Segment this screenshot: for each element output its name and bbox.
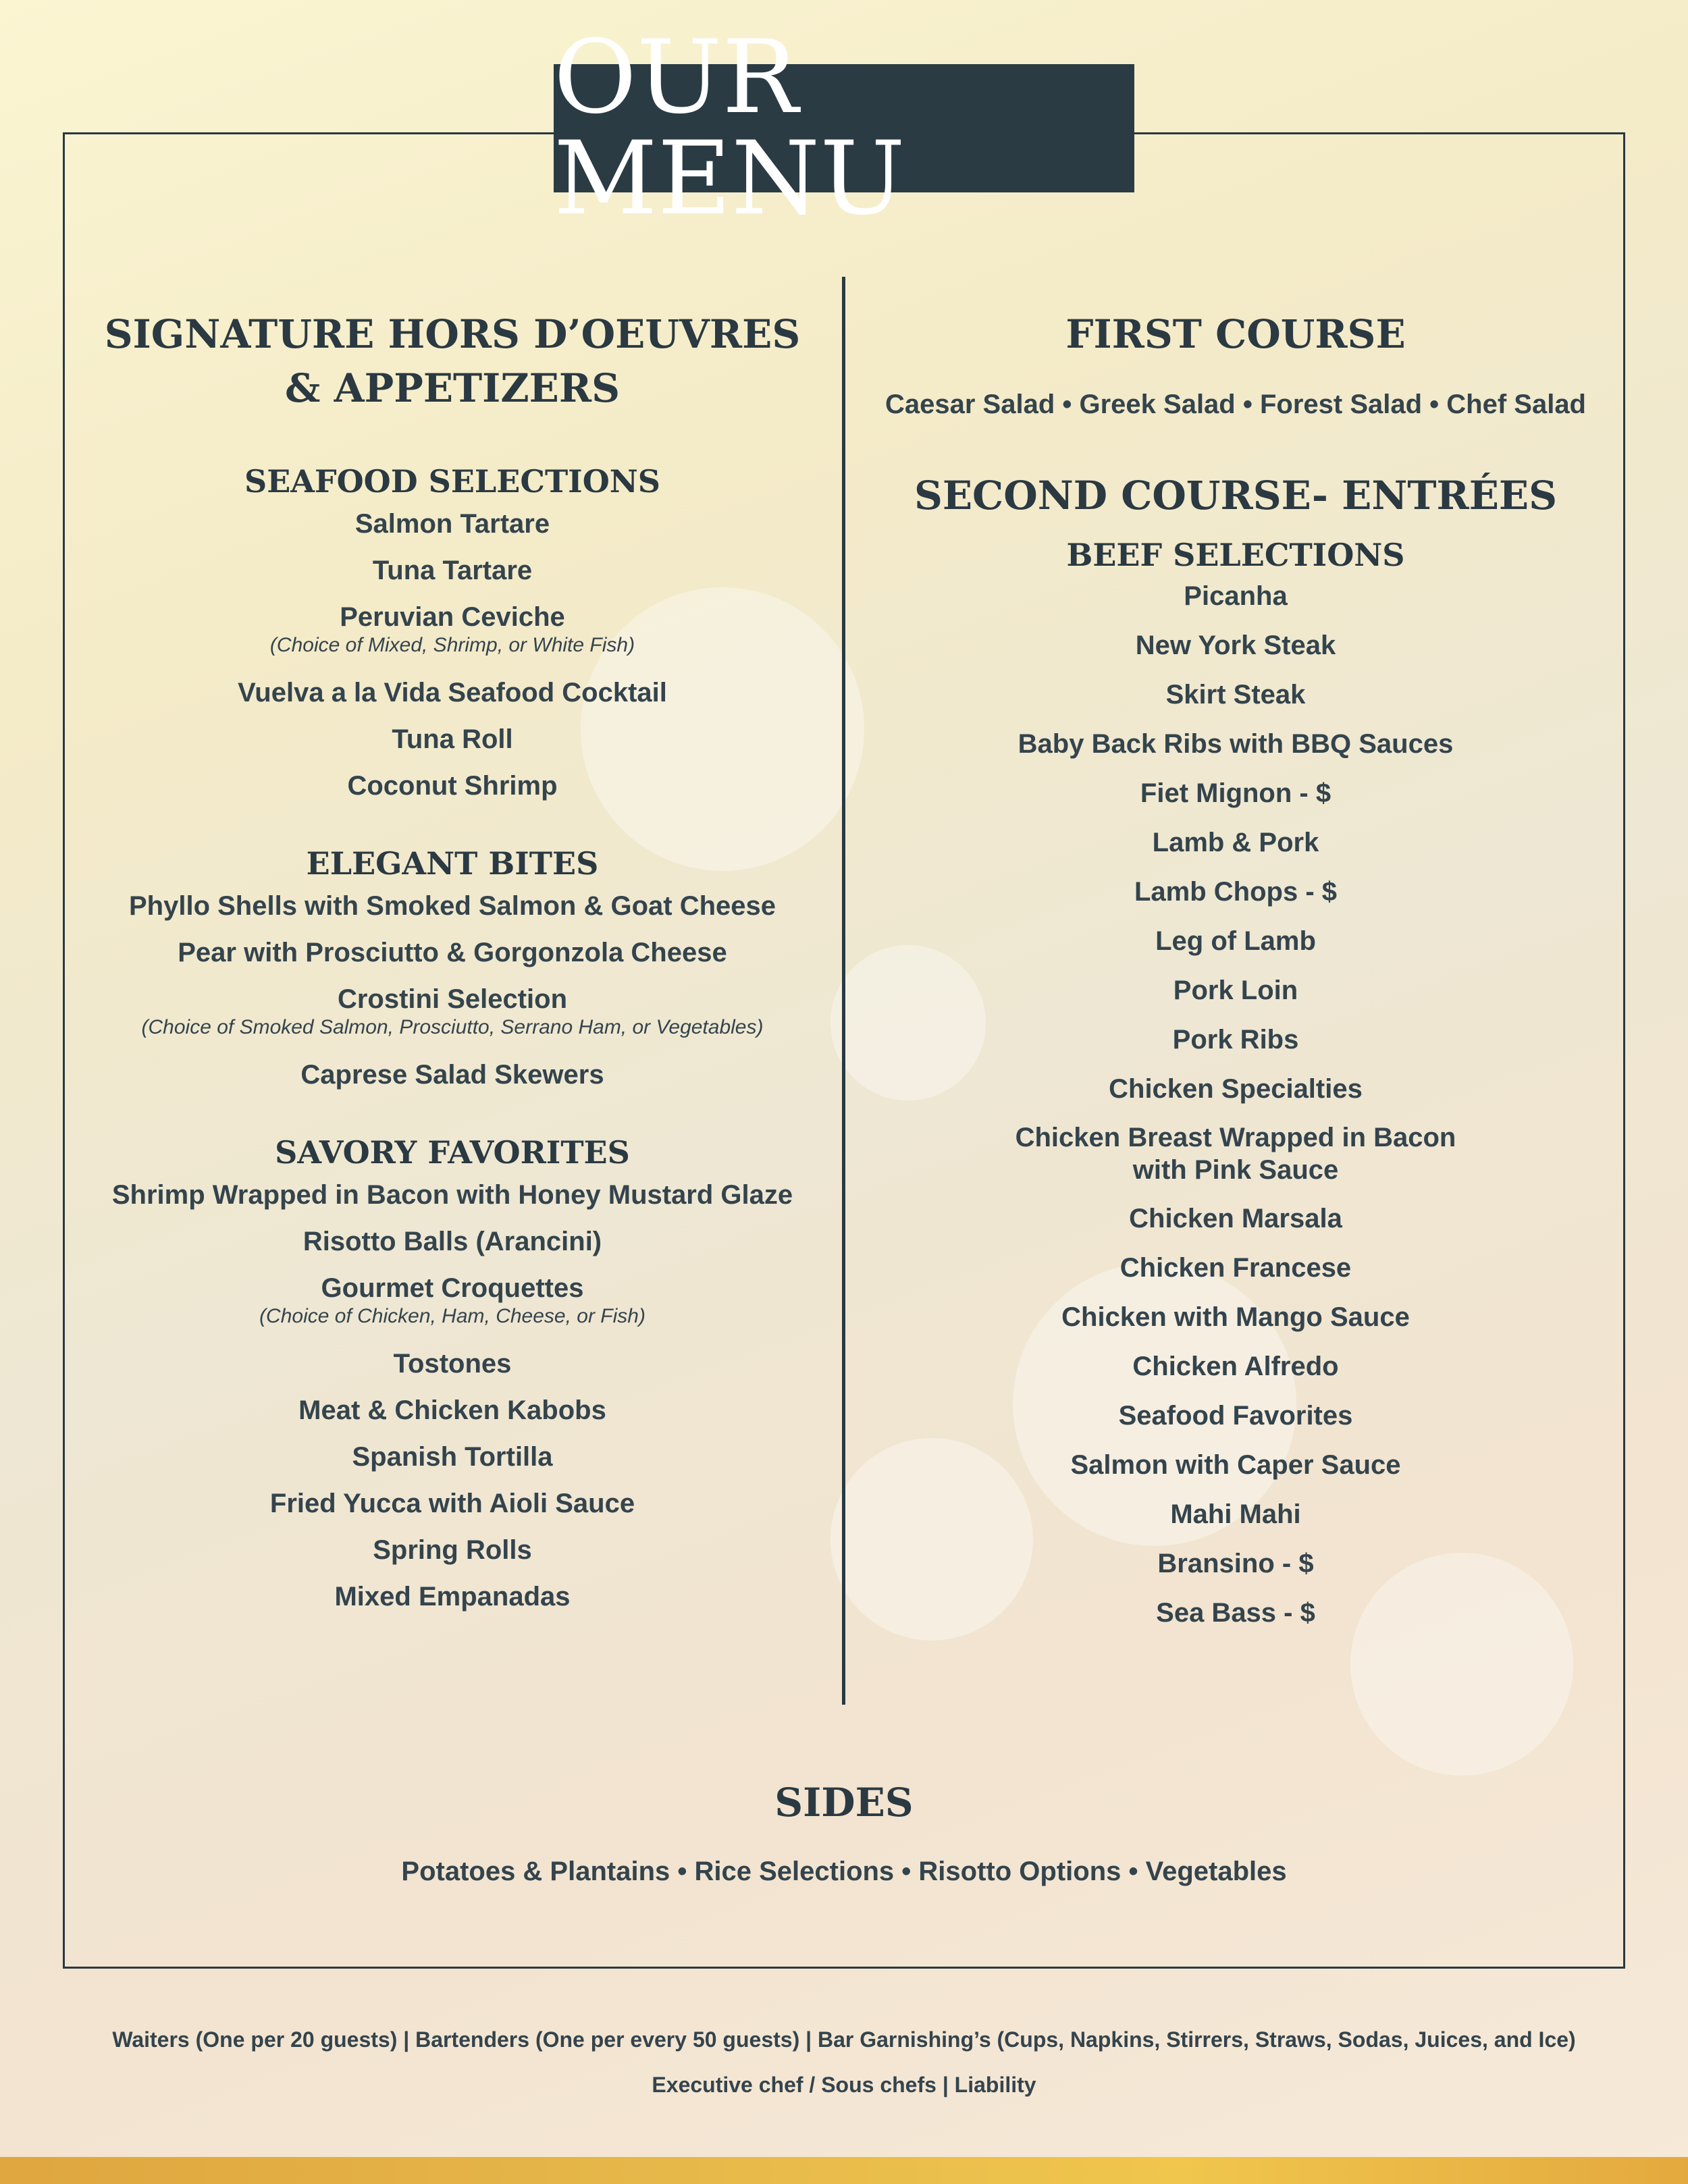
menu-item: Tuna Roll [392, 724, 513, 754]
menu-item: Bransino - $ [1157, 1549, 1314, 1578]
menu-item: Spring Rolls [373, 1535, 532, 1565]
menu-item: Vuelva a la Vida Seafood Cocktail [238, 678, 667, 708]
menu-item: Shrimp Wrapped in Bacon with Honey Mustard Glaze [111, 1180, 793, 1210]
menu-item: Fried Yucca with Aioli Sauce [269, 1489, 635, 1518]
footer-line-1: Waiters (One per 20 guests) | Bartenders (One per every 50 guests) | Bar Garnishing’s (Cups, Napkins, Stirrers, Straws, Sodas, Juices, and Ice) [112, 2027, 1576, 2052]
second-course-heading: SECOND COURSE- ENTRÉES [914, 473, 1558, 518]
menu-item: Lamb & Pork [1152, 828, 1319, 857]
footer-line-2: Executive chef / Sous chefs | Liability [652, 2073, 1036, 2097]
menu-item: Pear with Prosciutto & Gorgonzola Cheese [178, 938, 727, 967]
elegant-bites-heading: ELEGANT BITES [306, 845, 599, 882]
menu-item: Chicken Breast Wrapped in Bacon [1015, 1123, 1456, 1152]
sides-heading: SIDES [774, 1780, 914, 1826]
menu-item: Mahi Mahi [1170, 1499, 1301, 1529]
courses-column [864, 307, 1607, 1645]
menu-item: Leg of Lamb [1155, 926, 1316, 956]
menu-item: Risotto Balls (Arancini) [302, 1227, 602, 1256]
menu-item: Spanish Tortilla [352, 1442, 553, 1472]
menu-item-note: (Choice of Chicken, Ham, Cheese, or Fish) [259, 1305, 645, 1327]
menu-item: Tostones [393, 1349, 512, 1379]
first-course-items: Caesar Salad • Greek Salad • Forest Salad • Chef Salad [885, 390, 1586, 419]
sides-section [63, 1776, 1625, 1887]
menu-item: Pork Ribs [1172, 1025, 1299, 1055]
menu-item: Coconut Shrimp [347, 771, 558, 801]
beef-selections-heading: BEEF SELECTIONS [1066, 537, 1405, 573]
menu-item: Caprese Salad Skewers [300, 1060, 604, 1090]
menu-item: Chicken with Mango Sauce [1061, 1302, 1410, 1332]
menu-item: Fiet Mignon - $ [1140, 778, 1331, 808]
menu-item: Meat & Chicken Kabobs [298, 1395, 606, 1425]
menu-item: Picanha [1184, 581, 1288, 611]
column-divider [842, 277, 845, 1705]
menu-item: Chicken Alfredo [1132, 1352, 1339, 1381]
menu-item-note: (Choice of Mixed, Shrimp, or White Fish) [269, 634, 635, 656]
bottom-gold-bar [0, 2157, 1688, 2184]
menu-item: Pork Loin [1173, 976, 1298, 1005]
appetizers-heading-line1: SIGNATURE HORS D’OEUVRES [104, 311, 801, 357]
menu-item: Chicken Marsala [1129, 1204, 1342, 1233]
menu-item: Chicken Specialties [1109, 1074, 1363, 1104]
appetizers-heading-line2: & APPETIZERS [285, 365, 620, 411]
first-course-heading: FIRST COURSE [1065, 311, 1406, 357]
savory-favorites-heading: SAVORY FAVORITES [275, 1134, 630, 1171]
seafood-heading: SEAFOOD SELECTIONS [244, 463, 661, 500]
menu-item: Chicken Francese [1119, 1253, 1352, 1283]
menu-item: Mixed Empanadas [334, 1582, 571, 1612]
appetizers-column [81, 307, 824, 1628]
menu-item: Phyllo Shells with Smoked Salmon & Goat Cheese [128, 891, 776, 921]
menu-item: Peruvian Ceviche [340, 602, 565, 632]
menu-item: Sea Bass - $ [1156, 1598, 1315, 1628]
menu-item: Salmon Tartare [354, 509, 550, 539]
menu-item: Gourmet Croquettes [321, 1273, 584, 1303]
menu-item: Lamb Chops - $ [1134, 877, 1338, 907]
menu-item: Tuna Tartare [372, 556, 533, 585]
menu-item: New York Steak [1135, 631, 1336, 660]
sides-items: Potatoes & Plantains • Rice Selections • Risotto Options • Vegetables [401, 1857, 1287, 1886]
menu-item: Baby Back Ribs with BBQ Sauces [1018, 729, 1454, 759]
menu-item: with Pink Sauce [1132, 1155, 1339, 1185]
menu-item: Salmon with Caper Sauce [1070, 1450, 1401, 1480]
menu-item: Seafood Favorites [1118, 1401, 1353, 1431]
menu-item-note: (Choice of Smoked Salmon, Prosciutto, Serrano Ham, or Vegetables) [141, 1016, 764, 1038]
page-title: OUR MENU [554, 64, 1134, 192]
menu-item: Crostini Selection [337, 984, 568, 1014]
menu-item: Skirt Steak [1165, 680, 1306, 710]
